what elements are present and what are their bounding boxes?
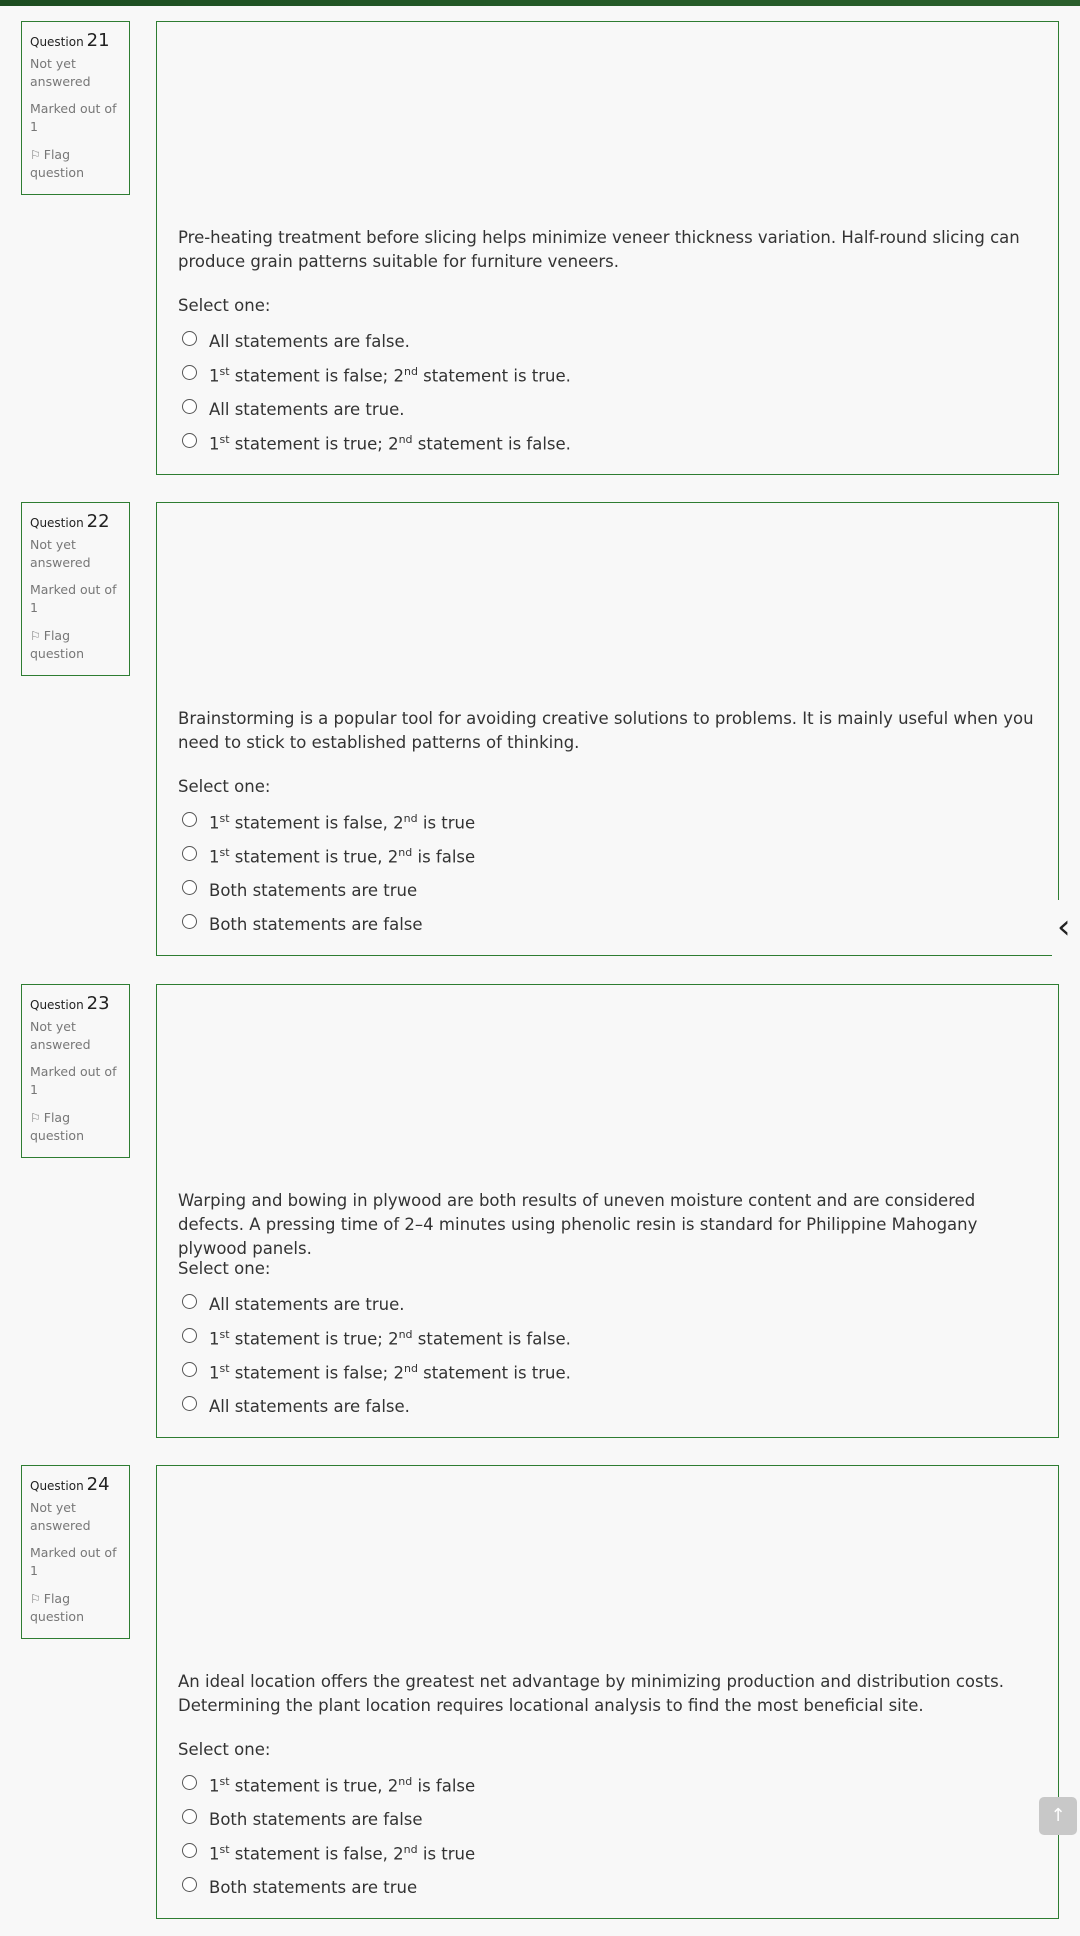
option-text: is false: [412, 1776, 476, 1796]
option-superscript: st: [219, 1842, 230, 1856]
question-info: [21, 21, 130, 195]
answer-radio[interactable]: [182, 880, 197, 895]
answer-option[interactable]: [182, 1802, 475, 1836]
flag-label[interactable]: Flag question: [30, 1591, 85, 1624]
answer-label[interactable]: [209, 846, 475, 867]
answer-label[interactable]: [209, 1328, 571, 1349]
option-text: statement is false.: [412, 1329, 571, 1349]
answer-list: [182, 1287, 571, 1423]
option-superscript: st: [219, 1327, 230, 1341]
flag-icon: ⚐: [30, 629, 41, 643]
answer-option[interactable]: [182, 392, 571, 426]
answer-radio[interactable]: [182, 1877, 197, 1892]
answer-option[interactable]: [182, 907, 475, 941]
select-one-prompt: Select one:: [178, 777, 271, 796]
option-text: 1: [209, 1363, 220, 1383]
question-block: [0, 984, 1080, 1438]
answer-label[interactable]: [209, 365, 571, 386]
answer-radio[interactable]: [182, 1362, 197, 1377]
answer-label[interactable]: [209, 400, 405, 419]
option-text: All statements are false.: [209, 331, 410, 351]
flag-icon: ⚐: [30, 1111, 41, 1125]
question-number-value: 21: [86, 30, 110, 51]
answer-label[interactable]: [209, 1878, 417, 1897]
option-text: All statements are false.: [209, 1396, 410, 1416]
option-text: statement is true.: [417, 366, 571, 386]
option-superscript: st: [219, 811, 230, 825]
flag-label[interactable]: Flag question: [30, 628, 85, 661]
answer-list: [182, 1768, 475, 1904]
question-text: Brainstorming is a popular tool for avoiding creative solutions to problems. It is mainly useful when you need to stick to established patterns of thinking.: [178, 709, 1034, 752]
option-text: is true: [417, 1844, 476, 1864]
question-number: [30, 511, 121, 532]
question-text: An ideal location offers the greatest net advantage by minimizing production and distribution costs. Determining the plant location requires locational analysis to find the most beneficial site.: [178, 1672, 1004, 1715]
option-text: statement is false, 2: [229, 813, 404, 833]
option-text: 1: [209, 813, 220, 833]
answer-radio[interactable]: [182, 914, 197, 929]
answer-option[interactable]: [182, 839, 475, 873]
answer-radio[interactable]: [182, 433, 197, 448]
question-block: [0, 502, 1080, 956]
question-block: [0, 1465, 1080, 1919]
answer-option[interactable]: [182, 426, 571, 460]
question-state: Not yet answered: [30, 56, 91, 89]
flag-icon: ⚐: [30, 1592, 41, 1606]
question-number-value: 22: [86, 511, 110, 532]
answer-label[interactable]: [209, 1775, 475, 1796]
question-grade: Marked out of 1: [30, 1064, 117, 1097]
option-text: statement is false; 2: [229, 1363, 404, 1383]
question-label: Question: [30, 516, 84, 530]
question-info: [21, 1465, 130, 1639]
option-superscript: nd: [403, 811, 418, 825]
arrow-up-icon: ↑: [1050, 1805, 1066, 1826]
option-superscript: nd: [403, 1361, 418, 1375]
top-banner: [0, 0, 1080, 6]
flag-label[interactable]: Flag question: [30, 1110, 85, 1143]
option-text: statement is false, 2: [229, 1844, 404, 1864]
question-state: Not yet answered: [30, 1019, 91, 1052]
answer-radio[interactable]: [182, 365, 197, 380]
option-text: 1: [209, 366, 220, 386]
option-superscript: nd: [403, 364, 418, 378]
flag-icon: ⚐: [30, 148, 41, 162]
answer-label[interactable]: [209, 332, 410, 351]
question-grade: Marked out of 1: [30, 582, 117, 615]
option-text: 1: [209, 434, 220, 454]
flag-question-link[interactable]: [30, 146, 121, 182]
answer-option[interactable]: [182, 1389, 571, 1423]
option-text: statement is true, 2: [229, 847, 399, 867]
option-text: 1: [209, 847, 220, 867]
answer-label[interactable]: [209, 1843, 475, 1864]
option-superscript: st: [219, 1361, 230, 1375]
answer-list: [182, 324, 571, 460]
question-content: [156, 21, 1059, 475]
option-text: 1: [209, 1844, 220, 1864]
question-info: [21, 984, 130, 1158]
option-superscript: st: [219, 432, 230, 446]
answer-radio[interactable]: [182, 1396, 197, 1411]
question-info: [21, 502, 130, 676]
option-text: All statements are true.: [209, 399, 405, 419]
question-number: [30, 30, 121, 51]
option-superscript: st: [219, 364, 230, 378]
question-grade: Marked out of 1: [30, 1545, 117, 1578]
answer-radio[interactable]: [182, 1809, 197, 1824]
option-text: is false: [412, 847, 476, 867]
select-one-prompt: Select one:: [178, 296, 271, 315]
question-number: [30, 1474, 121, 1495]
option-superscript: nd: [398, 845, 413, 859]
answer-label[interactable]: [209, 812, 475, 833]
question-block: [0, 21, 1080, 475]
option-text: statement is true; 2: [229, 1329, 399, 1349]
question-number-value: 24: [86, 1474, 110, 1495]
option-superscript: st: [219, 1774, 230, 1788]
answer-label[interactable]: [209, 1295, 405, 1314]
question-label: Question: [30, 998, 84, 1012]
answer-option[interactable]: [182, 1321, 571, 1355]
option-text: Both statements are false: [209, 1809, 423, 1829]
answer-list: [182, 805, 475, 941]
question-label: Question: [30, 35, 84, 49]
flag-label[interactable]: Flag question: [30, 147, 85, 180]
answer-radio[interactable]: [182, 1294, 197, 1309]
flag-question-link[interactable]: [30, 1590, 121, 1626]
flag-question-link[interactable]: [30, 1109, 121, 1145]
answer-option[interactable]: [182, 1870, 475, 1904]
option-superscript: nd: [403, 1842, 418, 1856]
question-content: [156, 1465, 1059, 1919]
question-number: [30, 993, 121, 1014]
option-text: statement is false.: [412, 434, 571, 454]
answer-radio[interactable]: [182, 1843, 197, 1858]
answer-radio[interactable]: [182, 1775, 197, 1790]
answer-option[interactable]: [182, 1836, 475, 1870]
answer-option[interactable]: [182, 358, 571, 392]
question-grade: Marked out of 1: [30, 101, 117, 134]
option-text: Both statements are true: [209, 880, 418, 900]
question-number-value: 23: [86, 993, 110, 1014]
option-text: 1: [209, 1329, 220, 1349]
answer-label[interactable]: [209, 915, 423, 934]
question-state: Not yet answered: [30, 1500, 91, 1533]
answer-radio[interactable]: [182, 331, 197, 346]
answer-option[interactable]: [182, 805, 475, 839]
answer-radio[interactable]: [182, 812, 197, 827]
drawer-toggle-button[interactable]: [1052, 900, 1080, 960]
flag-question-link[interactable]: [30, 627, 121, 663]
option-text: statement is true, 2: [229, 1776, 399, 1796]
answer-option[interactable]: [182, 1768, 475, 1802]
option-text: statement is true; 2: [229, 434, 399, 454]
select-one-prompt: Select one:: [178, 1740, 271, 1759]
option-text: is true: [417, 813, 476, 833]
question-text: Warping and bowing in plywood are both results of uneven moisture content and are considered defects. A pressing time of 2–4 minutes using phenolic resin is standard for Philippine Mahogany plywood panels.: [178, 1191, 978, 1258]
answer-label[interactable]: [209, 1362, 571, 1383]
question-state: Not yet answered: [30, 537, 91, 570]
question-text: Pre-heating treatment before slicing helps minimize veneer thickness variation. Half-round slicing can produce grain patterns suitable for furniture veneers.: [178, 228, 1020, 271]
option-superscript: nd: [398, 432, 413, 446]
back-to-top-button[interactable]: [1039, 1797, 1077, 1835]
answer-label[interactable]: [209, 1810, 423, 1829]
option-text: Both statements are true: [209, 1877, 418, 1897]
question-content: [156, 984, 1059, 1438]
option-superscript: nd: [398, 1327, 413, 1341]
answer-label[interactable]: [209, 1397, 410, 1416]
answer-label[interactable]: [209, 881, 417, 900]
chevron-left-icon: ‹: [1057, 907, 1071, 947]
option-superscript: nd: [398, 1774, 413, 1788]
option-text: All statements are true.: [209, 1294, 405, 1314]
select-one-prompt: Select one:: [178, 1259, 271, 1278]
answer-radio[interactable]: [182, 399, 197, 414]
answer-radio[interactable]: [182, 1328, 197, 1343]
answer-radio[interactable]: [182, 846, 197, 861]
option-superscript: st: [219, 845, 230, 859]
option-text: statement is true.: [417, 1363, 571, 1383]
question-label: Question: [30, 1479, 84, 1493]
answer-option[interactable]: [182, 324, 571, 358]
answer-option[interactable]: [182, 1355, 571, 1389]
answer-option[interactable]: [182, 1287, 571, 1321]
question-content: [156, 502, 1059, 956]
answer-label[interactable]: [209, 433, 571, 454]
answer-option[interactable]: [182, 873, 475, 907]
option-text: statement is false; 2: [229, 366, 404, 386]
option-text: Both statements are false: [209, 914, 423, 934]
option-text: 1: [209, 1776, 220, 1796]
